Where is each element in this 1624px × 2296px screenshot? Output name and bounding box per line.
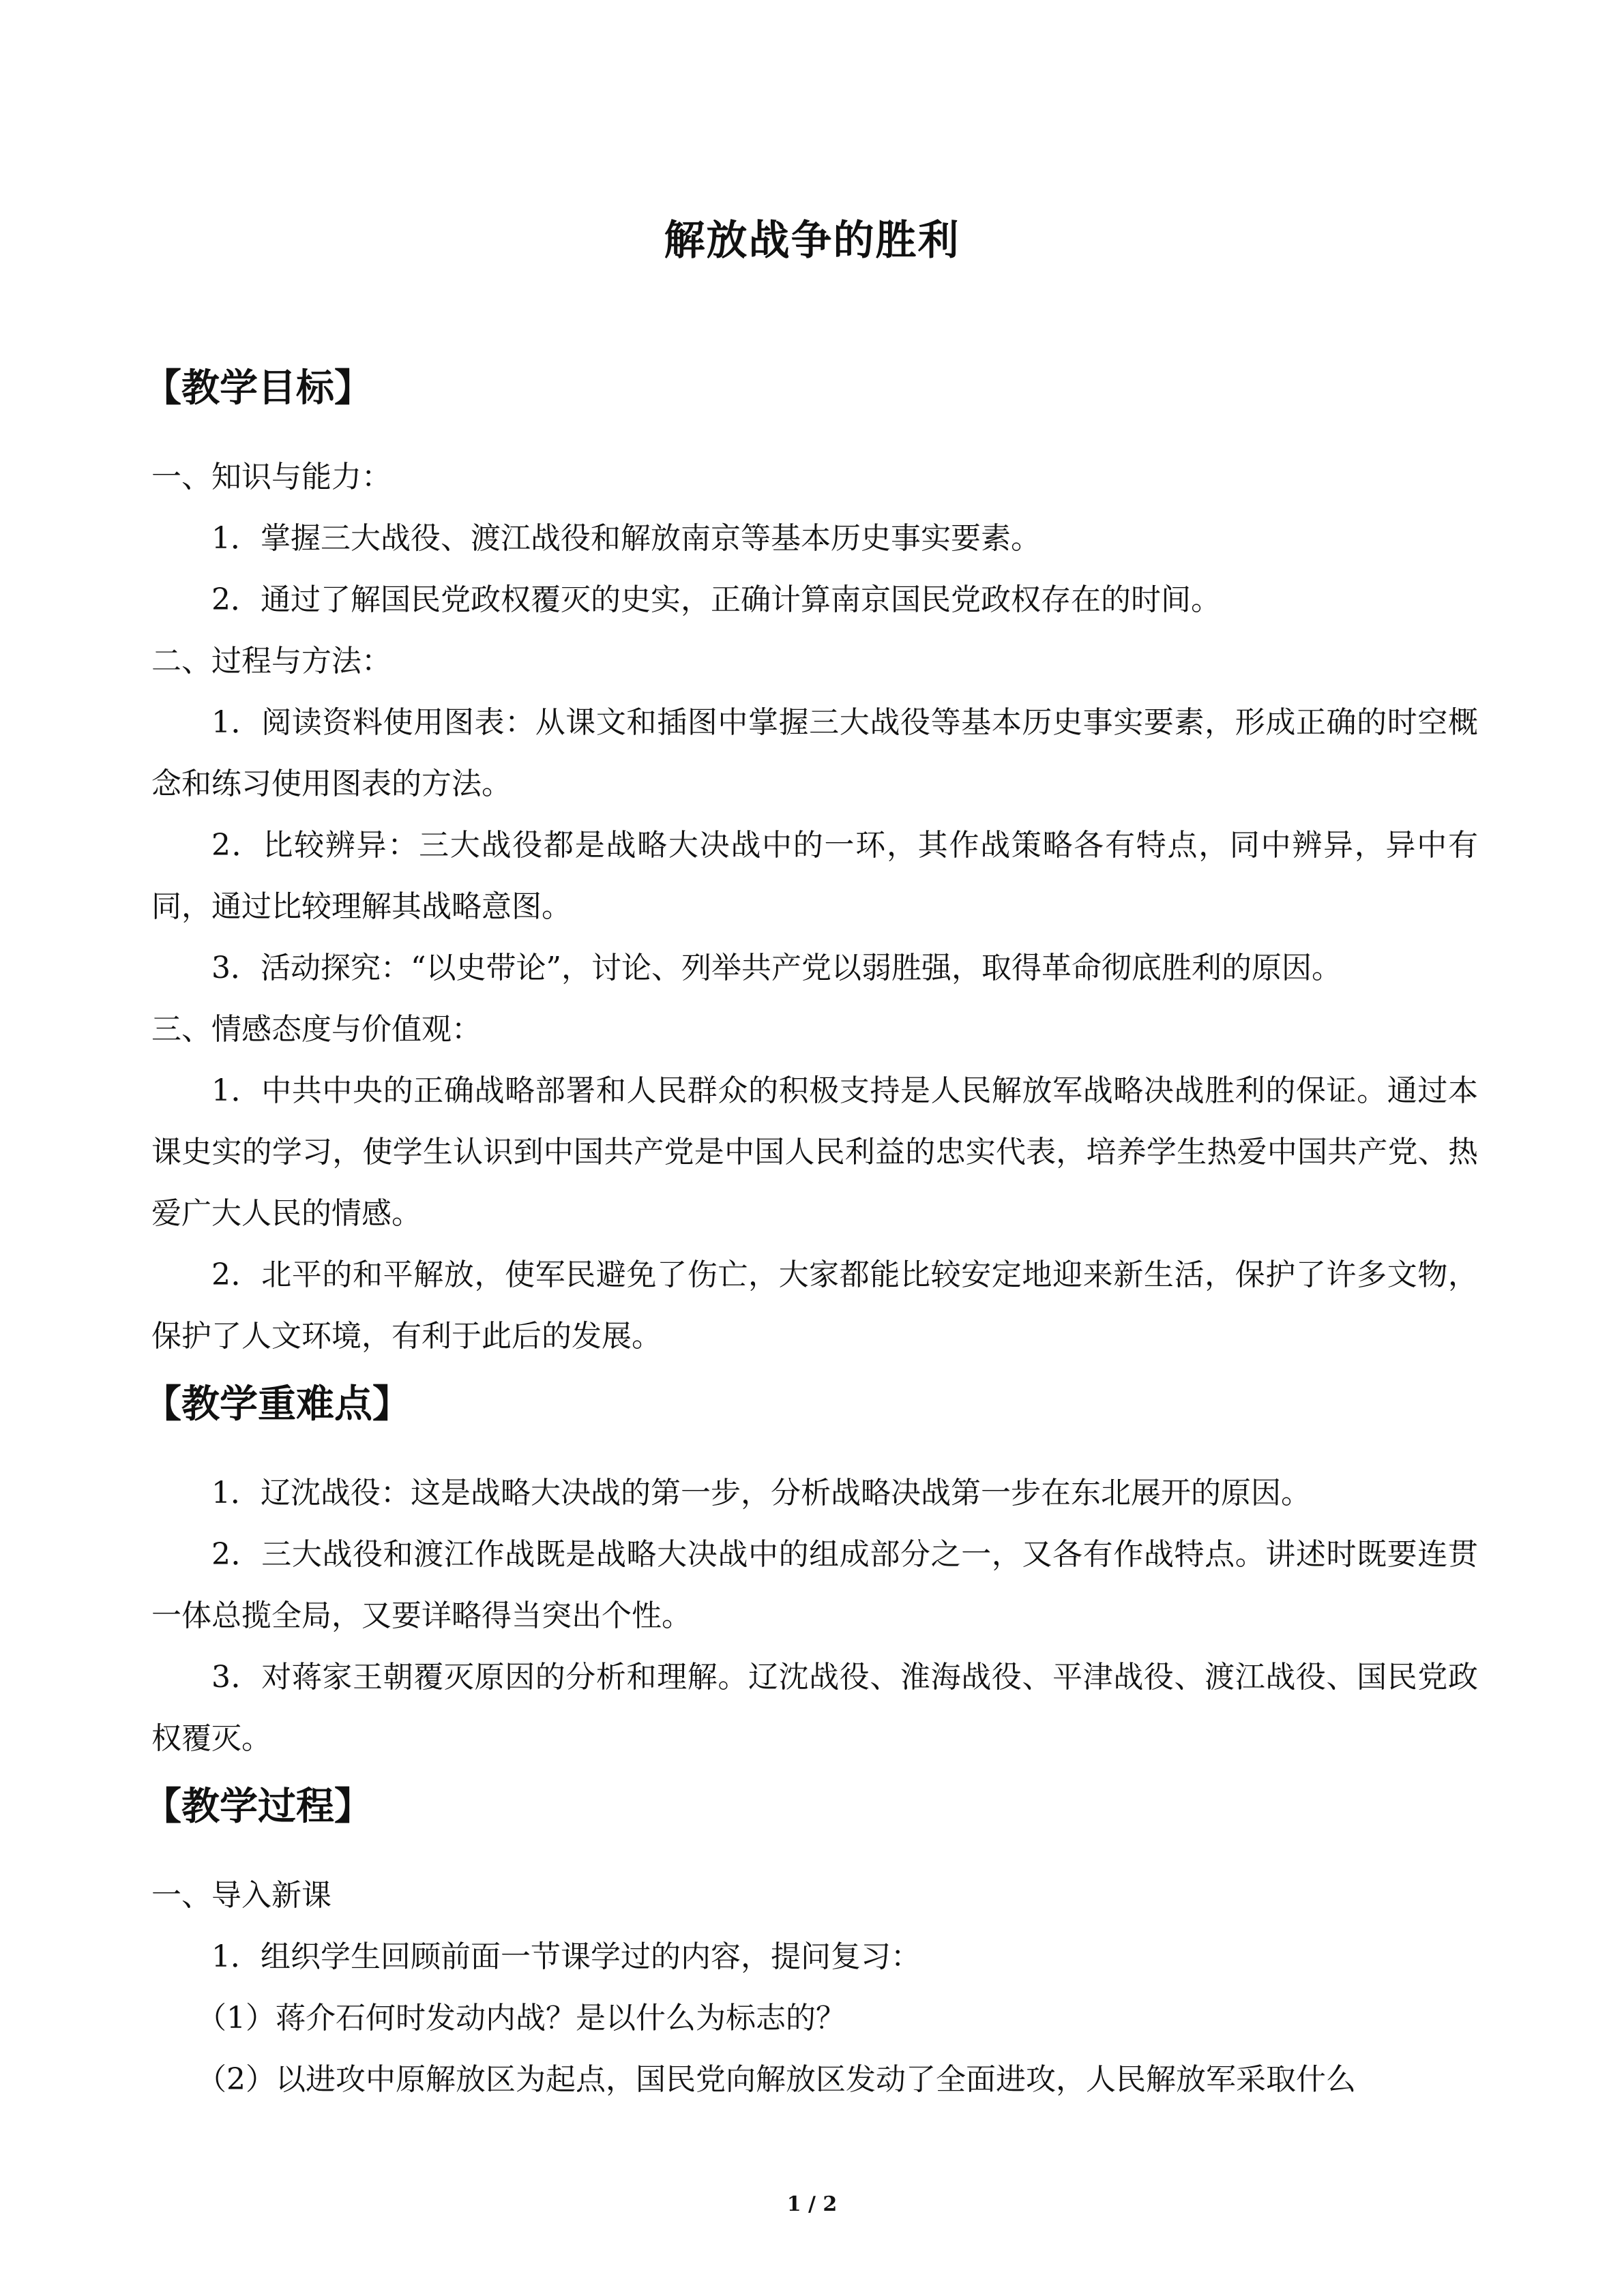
paragraph: 2．通过了解国民党政权覆灭的史实，正确计算南京国民党政权存在的时间。 <box>211 582 1221 617</box>
paragraph: 2．比较辨异：三大战役都是战略大决战中的一环，其作战策略各有特点，同中辨异，异中有同，通过比较理解其战略意图。 <box>151 828 1478 924</box>
paragraph: 3．活动探究：“以史带论”，讨论、列举共产党以弱胜强，取得革命彻底胜利的原因。 <box>211 951 1342 985</box>
subheading-emotion-values: 三、情感态度与价值观： <box>151 1012 482 1047</box>
subheading-knowledge: 一、知识与能力： <box>151 460 392 494</box>
paragraph: 2．三大战役和渡江作战既是战略大决战中的组成部分之一，又各有作战特点。讲述时既要连贯一体总揽全局，又要详略得当突出个性。 <box>151 1537 1478 1633</box>
subheading-intro: 一、导入新课 <box>151 1878 331 1913</box>
document-title: 解放战争的胜利 <box>664 217 960 265</box>
section-heading-goals: 【教学目标】 <box>143 366 372 411</box>
paragraph: 1．中共中央的正确战略部署和人民群众的积极支持是人民解放军战略决战胜利的保证。通过本课史实的学习，使学生认识到中国共产党是中国人民利益的忠实代表，培养学生热爱中国共产党、热爱广大人民的情感。 <box>151 1073 1478 1231</box>
section-heading-process: 【教学过程】 <box>143 1785 372 1829</box>
question-line: （2）以进攻中原解放区为起点，国民党向解放区发动了全面进攻，人民解放军采取什么 <box>196 2062 1356 2097</box>
paragraph: 1．阅读资料使用图表：从课文和插图中掌握三大战役等基本历史事实要素，形成正确的时空概念和练习使用图表的方法。 <box>151 705 1478 801</box>
subheading-process-method: 二、过程与方法： <box>151 644 392 679</box>
paragraph: 1．辽沈战役：这是战略大决战的第一步，分析战略决战第一步在东北展开的原因。 <box>211 1476 1311 1510</box>
paragraph: 1．组织学生回顾前面一节课学过的内容，提问复习： <box>211 1939 921 1974</box>
paragraph: 1．掌握三大战役、渡江战役和解放南京等基本历史事实要素。 <box>211 521 1041 556</box>
section-heading-key-points: 【教学重难点】 <box>143 1382 411 1427</box>
paragraph: 3．对蒋家王朝覆灭原因的分析和理解。辽沈战役、淮海战役、平津战役、渡江战役、国民党政权覆灭。 <box>151 1660 1478 1756</box>
paragraph: 2．北平的和平解放，使军民避免了伤亡，大家都能比较安定地迎来新生活，保护了许多文物，保护了人文环境，有利于此后的发展。 <box>151 1257 1478 1354</box>
page-number: 1 / 2 <box>786 2192 838 2216</box>
question-line: （1）蒋介石何时发动内战？是以什么为标志的？ <box>196 2001 846 2036</box>
document-body <box>143 358 1478 2111</box>
